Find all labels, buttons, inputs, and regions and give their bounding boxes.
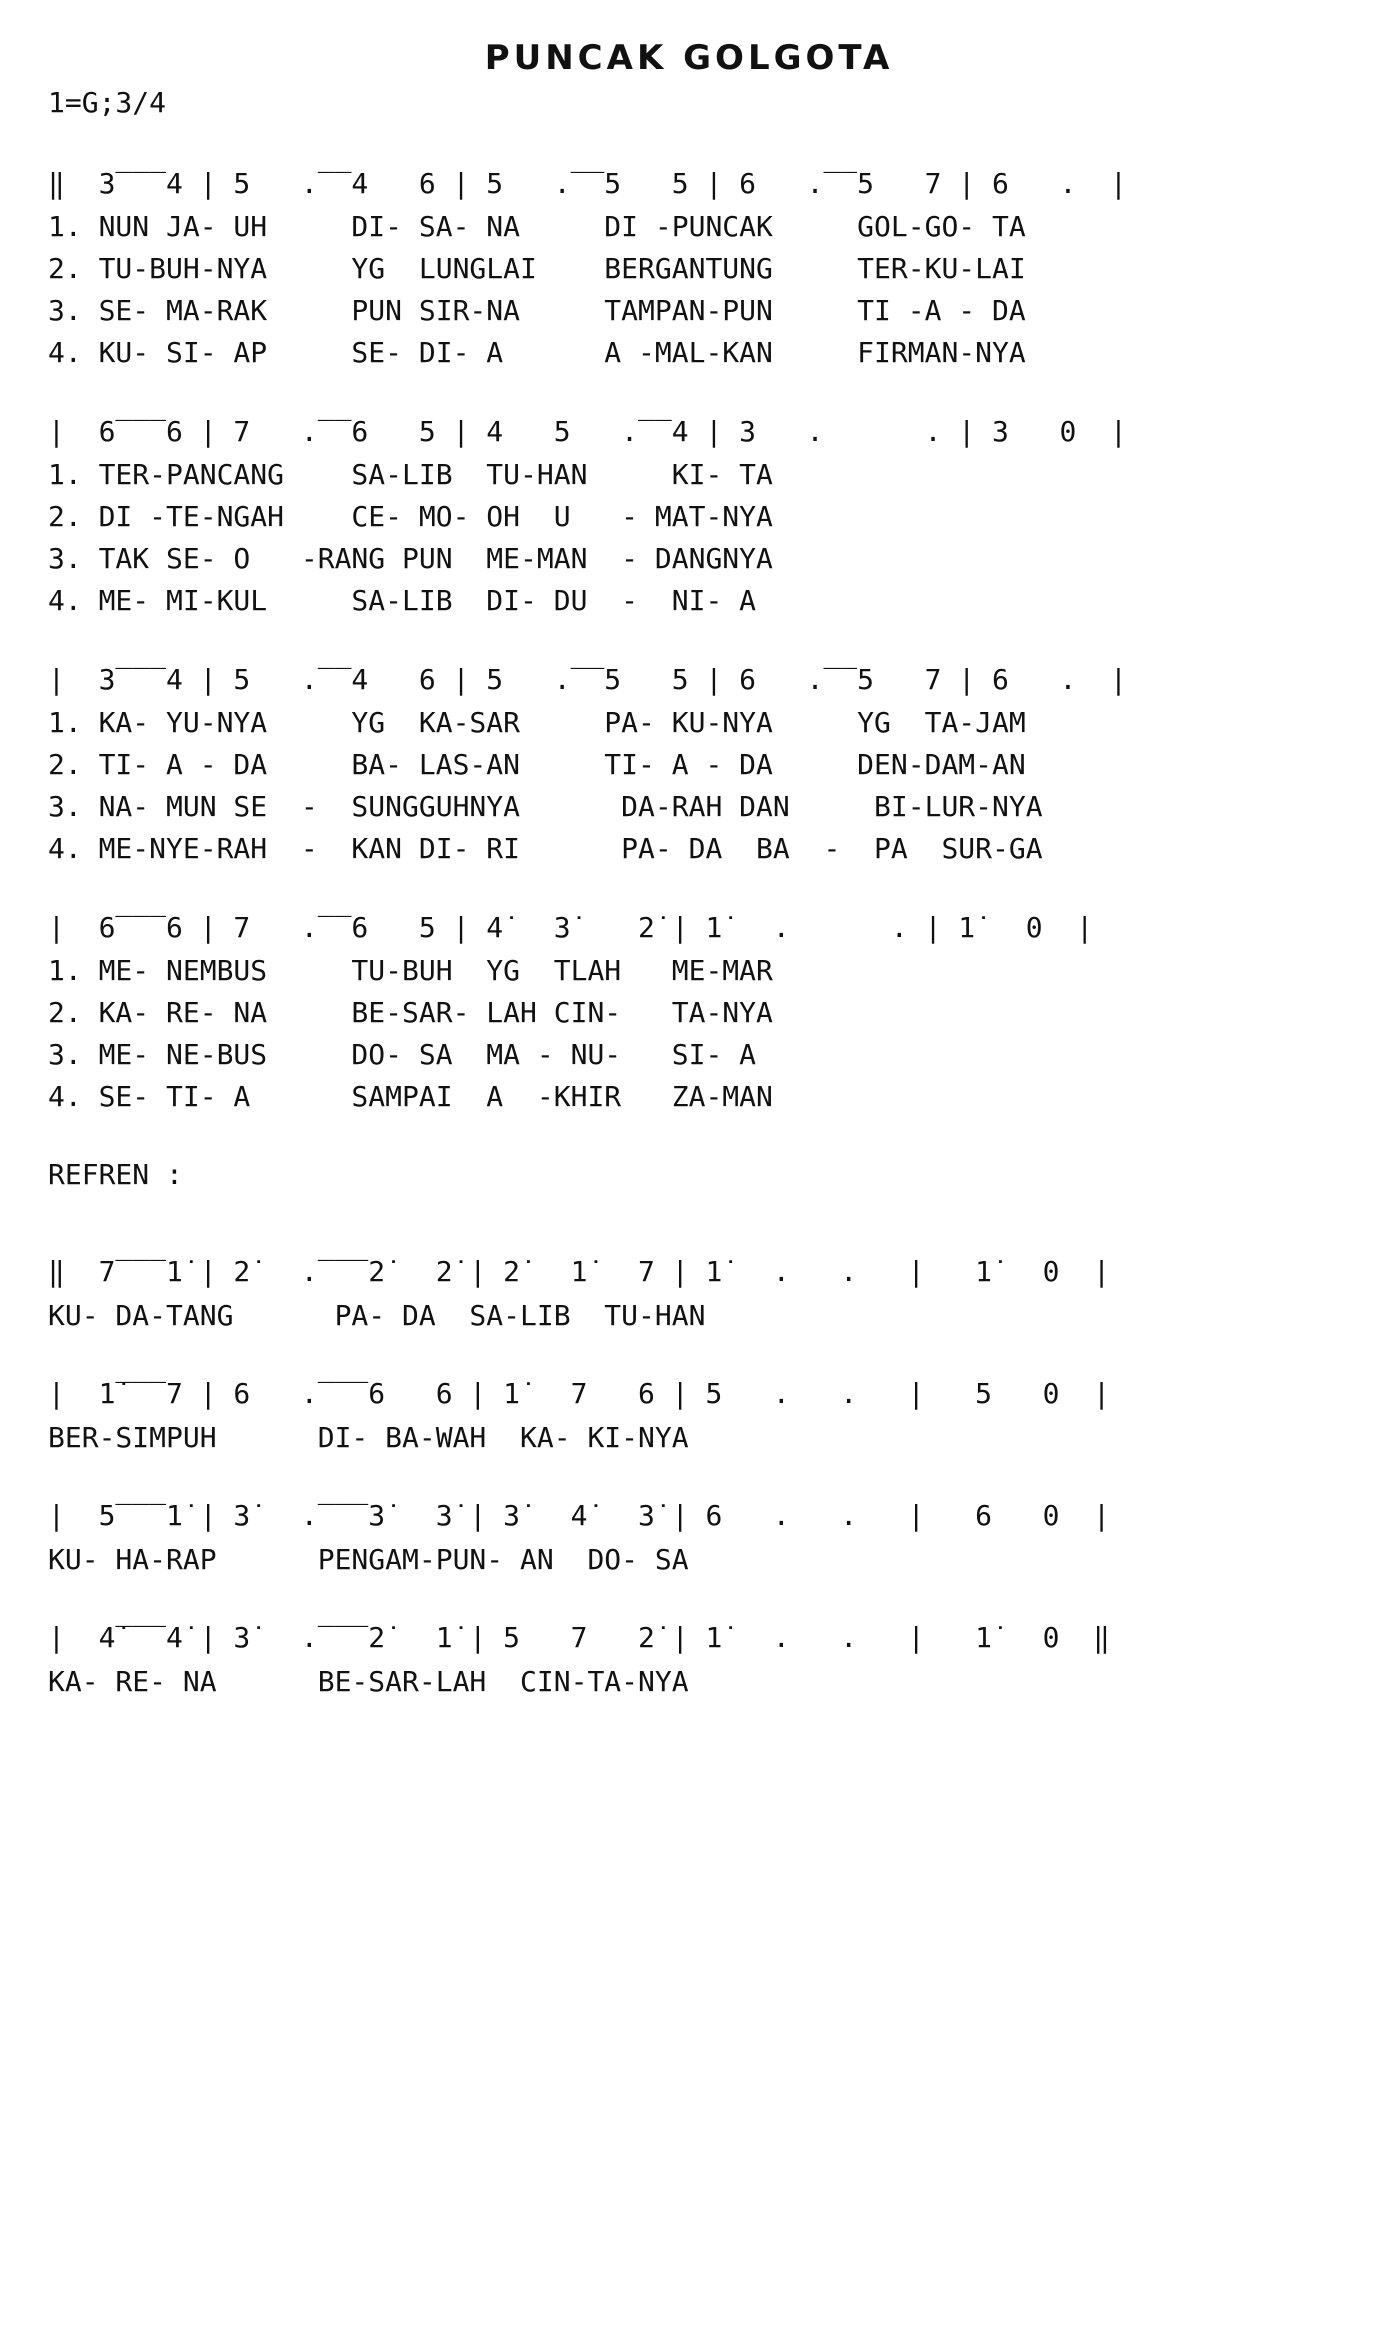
verse-lyrics-block: 1. NUN JA- UH DI- SA- NA DI -PUNCAK GOL-GO- TA 2. TU-BUH-NYA YG LUNGLAI BERGANTUNG TER-KU-LAI 3. SE- MA-RAK PUN SIR-NA TAMPAN-PUN TI -A - DA 4. KU- SI- AP SE- DI- A A -MAL-KAN FIRMAN-NYA [48, 210, 1026, 369]
refrain-lyrics-line: KA- RE- NA BE-SAR-LAH CIN-TA-NYA [48, 1665, 689, 1698]
refrain-lyrics-line: KU- HA-RAP PENGAM-PUN- AN DO- SA [48, 1543, 689, 1576]
refrain-lyrics-line: KU- DA-TANG PA- DA SA-LIB TU-HAN [48, 1299, 706, 1332]
verse-notes-line: | 6‾‾‾6 | 7 .‾‾6 5 | 4̇ 3̇ 2̇ | 1̇ . . | 1̇ 0 | [48, 911, 1094, 944]
song-title: PUNCAK GOLGOTA [484, 38, 894, 78]
verse-lyrics-block: 1. KA- YU-NYA YG KA-SAR PA- KU-NYA YG TA-JAM 2. TI- A - DA BA- LAS-AN TI- A - DA DEN-DAM-AN 3. NA- MUN SE - SUNGGUHNYA DA-RAH DAN BI-LUR-NYA 4. ME-NYE-RAH - KAN DI- RI PA- DA BA - PA SUR-GA [48, 706, 1043, 865]
verse-notes-line: | 6‾‾‾6 | 7 .‾‾6 5 | 4 5 .‾‾4 | 3 . . | 3 0 | [48, 415, 1127, 448]
refrain-notes-line: ‖ 7‾‾‾1̇ | 2̇ .‾‾‾2̇ 2̇ | 2̇ 1̇ 7 | 1̇ . . | 1̇ 0 | [48, 1255, 1111, 1288]
refrain-notes-line: | 5‾‾‾1̇ | 3̇ .‾‾‾3̇ 3̇ | 3̇ 4̇ 3̇ | 6 . . | 6 0 | [48, 1499, 1111, 1532]
verse-lyrics-block: 1. TER-PANCANG SA-LIB TU-HAN KI- TA 2. DI -TE-NGAH CE- MO- OH U - MAT-NYA 3. TAK SE- O -RANG PUN ME-MAN - DANGNYA 4. ME- MI-KUL SA-LIB DI- DU - NI- A [48, 458, 773, 617]
key-signature: 1=G;3/4 [48, 86, 167, 119]
verse-notes-line: ‖ 3‾‾‾4 | 5 .‾‾4 6 | 5 .‾‾5 5 | 6 .‾‾5 7 | 6 . | [48, 167, 1127, 200]
refrain-lyrics-line: BER-SIMPUH DI- BA-WAH KA- KI-NYA [48, 1421, 689, 1454]
refrain-notes-line: | 1̇‾‾‾7 | 6 .‾‾‾6 6 | 1̇ 7 6 | 5 . . | 5 0 | [48, 1377, 1111, 1410]
refrain-label: REFREN : [48, 1158, 183, 1191]
verse-notes-line: | 3‾‾‾4 | 5 .‾‾4 6 | 5 .‾‾5 5 | 6 .‾‾5 7 | 6 . | [48, 663, 1127, 696]
verse-lyrics-block: 1. ME- NEMBUS TU-BUH YG TLAH ME-MAR 2. KA- RE- NA BE-SAR- LAH CIN- TA-NYA 3. ME- NE-BUS DO- SA MA - NU- SI- A 4. SE- TI- A SAMPAI A -KHIR ZA-MAN [48, 954, 773, 1113]
refrain-notes-line: | 4̇‾‾‾4̇ | 3̇ .‾‾‾2̇ 1̇ | 5 7 2̇ | 1̇ . . | 1̇ 0 ‖ [48, 1621, 1111, 1654]
